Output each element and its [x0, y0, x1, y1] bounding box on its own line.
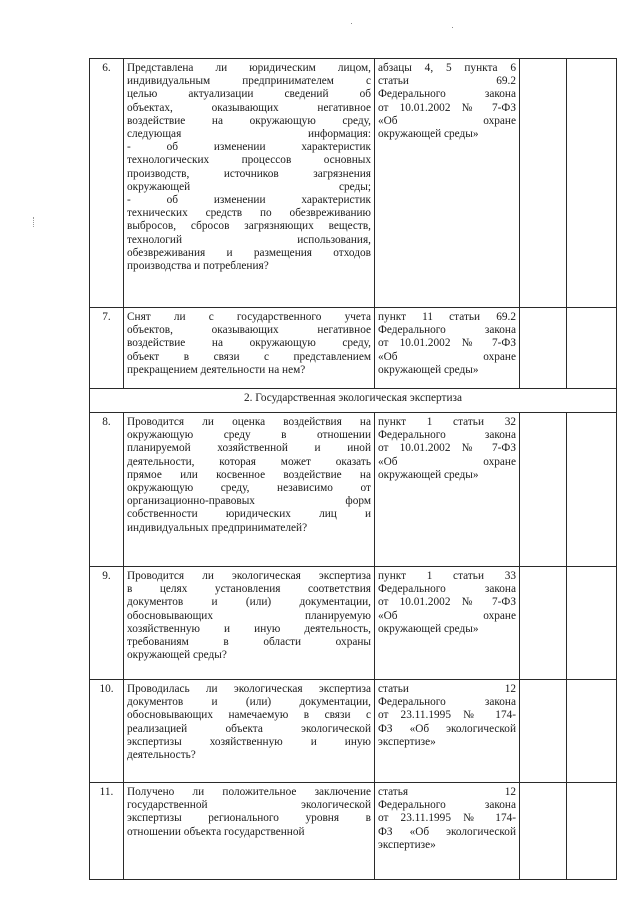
question-cell — [124, 567, 375, 680]
legal-reference-cell — [375, 413, 520, 567]
answer-cell-no[interactable] — [567, 567, 617, 680]
reference-line: «Об охране — [378, 350, 516, 363]
question-line: объектах, оказывающих негативное — [127, 101, 371, 114]
question-line: Проводится ли экологическая экспертиза — [127, 570, 371, 582]
table-row — [90, 680, 617, 783]
question-line: Проводилась ли экологическая экспертиза — [127, 683, 371, 695]
question-line: технических средств по обезвреживанию — [127, 207, 371, 220]
answer-cell-yes[interactable] — [520, 783, 567, 880]
question-line: экспертизы хозяйственную и иную — [127, 735, 371, 748]
answer-cell-yes[interactable] — [520, 59, 567, 308]
table-row — [90, 567, 617, 680]
question-line: целью актуализации сведений об — [127, 88, 371, 101]
answer-cell-yes[interactable] — [520, 308, 567, 389]
reference-line: от 10.01.2002 № 7-ФЗ — [378, 337, 516, 350]
row-number: 6. — [90, 59, 124, 308]
reference-line: экспертизе» — [378, 735, 436, 748]
reference-line: пункт 11 статьи 69.2 — [378, 311, 516, 323]
question-line: Получено ли положительное заключение — [127, 786, 371, 798]
reference-line: Федерального закона — [378, 429, 516, 442]
reference-line: «Об охране — [378, 455, 516, 468]
reference-line: окружающей среды» — [378, 468, 479, 481]
row-number: 11. — [90, 783, 124, 880]
checklist-table — [89, 58, 617, 880]
reference-line: «Об охране — [378, 114, 516, 127]
question-line: индивидуальных предпринимателей? — [127, 521, 308, 534]
answer-cell-no[interactable] — [567, 413, 617, 567]
table-row — [90, 59, 617, 308]
question-line: воздействие на окружающую среду, — [127, 337, 371, 350]
reference-line: от 10.01.2002 № 7-ФЗ — [378, 101, 516, 114]
question-line: объект в связи с представлением — [127, 350, 371, 363]
legal-reference-cell — [375, 308, 520, 389]
reference-line: ФЗ «Об экологической — [378, 825, 516, 838]
reference-line: от 23.11.1995 № 174- — [378, 709, 516, 722]
reference-line: Федерального закона — [378, 324, 516, 337]
section-heading: 2. Государственная экологическая экспертиза — [90, 389, 617, 413]
question-line: обезвреживания и размещения отходов — [127, 246, 371, 259]
scan-dot — [452, 27, 453, 28]
question-line: объектов, оказывающих негативное — [127, 324, 371, 337]
question-line: - об изменении характеристик — [127, 194, 371, 207]
reference-line: Федерального закона — [378, 799, 516, 812]
answer-cell-yes[interactable] — [520, 680, 567, 783]
question-line: обосновывающих намечаемую в связи с — [127, 709, 371, 722]
answer-cell-yes[interactable] — [520, 567, 567, 680]
question-line: документов и (или) документации, — [127, 696, 371, 709]
reference-line: окружающей среды» — [378, 363, 479, 376]
question-line: воздействие на окружающую среду, — [127, 114, 371, 127]
question-line: окружающей среды? — [127, 649, 227, 662]
reference-line: Федерального закона — [378, 696, 516, 709]
reference-line: статьи 12 — [378, 683, 516, 695]
reference-line: экспертизе» — [378, 838, 436, 851]
answer-cell-yes[interactable] — [520, 413, 567, 567]
question-line: реализацией объекта экологической — [127, 722, 371, 735]
answer-cell-no[interactable] — [567, 680, 617, 783]
section-row — [90, 389, 617, 413]
question-line: прекращением деятельности на нем? — [127, 363, 306, 376]
legal-reference-cell — [375, 59, 520, 308]
question-line: организационно-правовых форм — [127, 495, 371, 508]
reference-line: пункт 1 статьи 32 — [378, 416, 516, 428]
question-line: деятельность? — [127, 749, 196, 762]
question-line: следующая информация: — [127, 128, 371, 141]
question-line: Снят ли с государственного учета — [127, 311, 371, 323]
row-number: 7. — [90, 308, 124, 389]
scan-dot — [351, 23, 352, 24]
question-line: технологических процессов основных — [127, 154, 371, 167]
question-line: прямое или косвенное воздействие на — [127, 468, 371, 481]
answer-cell-no[interactable] — [567, 59, 617, 308]
question-cell — [124, 413, 375, 567]
question-line: деятельности, которая может оказать — [127, 455, 371, 468]
question-line: производства и потребления? — [127, 260, 269, 273]
question-line: выбросов, сбросов загрязняющих веществ, — [127, 220, 371, 233]
reference-line: окружающей среды» — [378, 128, 479, 141]
reference-line: статьи 69.2 — [378, 75, 516, 88]
reference-line: от 10.01.2002 № 7-ФЗ — [378, 442, 516, 455]
margin-mark — [33, 217, 37, 227]
question-line: экспертизы регионального уровня в — [127, 812, 371, 825]
question-line: окружающую среду, независимо от — [127, 482, 371, 495]
reference-line: ФЗ «Об экологической — [378, 722, 516, 735]
question-line: индивидуальным предпринимателем с — [127, 75, 371, 88]
question-line: технологий использования, — [127, 233, 371, 246]
legal-reference-cell — [375, 567, 520, 680]
reference-line: окружающей среды» — [378, 622, 479, 635]
question-line: собственности юридических лиц и — [127, 508, 371, 521]
question-cell — [124, 783, 375, 880]
question-line: требованиям в области охраны — [127, 636, 371, 649]
question-line: планируемой хозяйственной и иной — [127, 442, 371, 455]
legal-reference-cell — [375, 680, 520, 783]
question-line: обосновывающих планируемую — [127, 609, 371, 622]
question-line: Проводится ли оценка воздействия на — [127, 416, 371, 428]
question-line: государственной экологической — [127, 799, 371, 812]
reference-line: пункт 1 статьи 33 — [378, 570, 516, 582]
table-row — [90, 783, 617, 880]
reference-line: от 23.11.1995 № 174- — [378, 812, 516, 825]
row-number: 10. — [90, 680, 124, 783]
reference-line: абзацы 4, 5 пункта 6 — [378, 62, 516, 74]
question-line: Представлена ли юридическим лицом, — [127, 62, 371, 74]
question-line: документов и (или) документации, — [127, 596, 371, 609]
table-row — [90, 413, 617, 567]
question-cell — [124, 59, 375, 308]
question-line: хозяйственную и иную деятельность, — [127, 622, 371, 635]
row-number: 8. — [90, 413, 124, 567]
reference-line: от 10.01.2002 № 7-ФЗ — [378, 596, 516, 609]
reference-line: статья 12 — [378, 786, 516, 798]
question-line: в целях установления соответствия — [127, 583, 371, 596]
question-line: - об изменении характеристик — [127, 141, 371, 154]
question-cell — [124, 308, 375, 389]
reference-line: «Об охране — [378, 609, 516, 622]
reference-line: Федерального закона — [378, 583, 516, 596]
reference-line: Федерального закона — [378, 88, 516, 101]
answer-cell-no[interactable] — [567, 783, 617, 880]
legal-reference-cell — [375, 783, 520, 880]
answer-cell-no[interactable] — [567, 308, 617, 389]
question-line: отношении объекта государственной — [127, 825, 305, 838]
question-line: производств, источников загрязнения — [127, 167, 371, 180]
table-row — [90, 308, 617, 389]
row-number: 9. — [90, 567, 124, 680]
question-line: окружающую среду в отношении — [127, 429, 371, 442]
question-cell — [124, 680, 375, 783]
question-line: окружающей среды; — [127, 180, 371, 193]
